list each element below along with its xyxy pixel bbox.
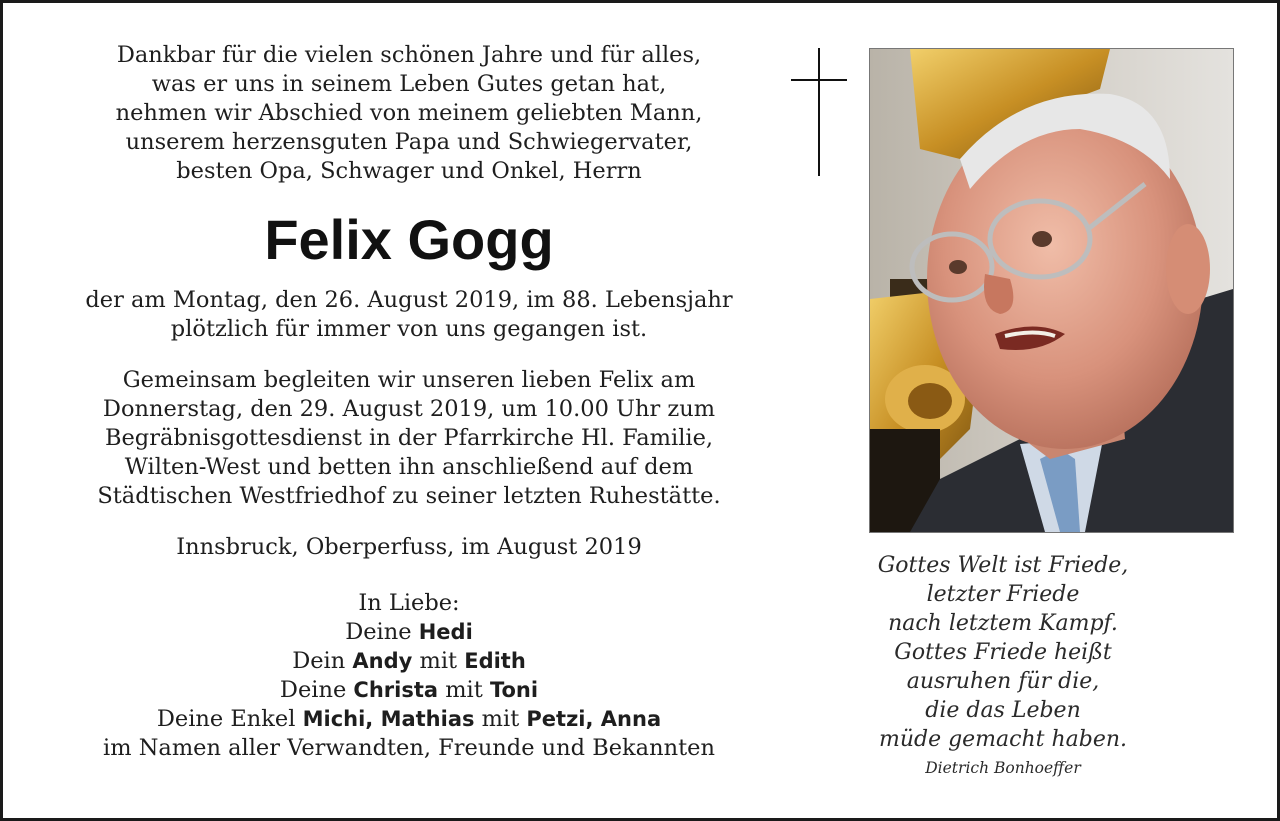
- signature-son: [43, 647, 775, 676]
- signatures: [43, 618, 775, 763]
- signature-name: Petzi, Anna: [526, 707, 662, 731]
- poem-line: nach letztem Kampf.: [888, 611, 1118, 636]
- portrait-photo: [869, 48, 1234, 533]
- signature-daughter: [43, 676, 775, 705]
- poem-line: ausruhen für die,: [906, 669, 1100, 694]
- funeral-line: Wilten-West und betten ihn anschließend auf dem: [124, 454, 694, 480]
- signature-name: Michi, Mathias: [302, 707, 475, 731]
- in-love-heading: In Liebe:: [358, 590, 460, 616]
- intro-line: nehmen wir Abschied von meinem geliebten Mann,: [115, 100, 703, 126]
- signature-text: mit: [412, 648, 465, 674]
- signature-text: Deine: [279, 677, 354, 703]
- signature-text: Deine Enkel: [156, 706, 303, 732]
- funeral-details: [43, 366, 775, 511]
- death-statement: [43, 286, 775, 344]
- poem-line: letzter Friede: [926, 582, 1080, 607]
- signature-name: Christa: [353, 678, 439, 702]
- signature-wife: [43, 618, 775, 647]
- signature-text: mit: [474, 706, 527, 732]
- poem-line: Gottes Welt ist Friede,: [877, 553, 1129, 578]
- poem-line: Gottes Friede heißt: [894, 640, 1112, 665]
- portrait-illustration: [870, 49, 1233, 532]
- place-date: Innsbruck, Oberperfuss, im August 2019: [176, 534, 642, 560]
- intro-line: Dankbar für die vielen schönen Jahre und für alles,: [116, 42, 702, 68]
- intro-line: was er uns in seinem Leben Gutes getan hat,: [151, 71, 667, 97]
- funeral-line: Donnerstag, den 29. August 2019, um 10.00 Uhr zum: [102, 396, 716, 422]
- deceased-name: Felix Gogg: [264, 208, 554, 271]
- signature-name: Andy: [352, 649, 413, 673]
- signature-name: Toni: [489, 678, 539, 702]
- signature-grandchildren: [43, 705, 775, 734]
- intro-line: besten Opa, Schwager und Onkel, Herrn: [176, 158, 642, 184]
- signature-name: Hedi: [418, 620, 473, 644]
- poem-line: die das Leben: [925, 698, 1081, 723]
- signature-name: Edith: [464, 649, 526, 673]
- funeral-line: Begräbnisgottesdienst in der Pfarrkirche Hl. Familie,: [104, 425, 714, 451]
- obituary-text: [43, 41, 775, 763]
- death-line: plötzlich für immer von uns gegangen ist.: [170, 316, 648, 342]
- signature-closing: im Namen aller Verwandten, Freunde und Bekannten: [103, 735, 715, 761]
- poem-line: müde gemacht haben.: [878, 727, 1128, 752]
- intro-text: [43, 41, 775, 186]
- intro-line: unserem herzensguten Papa und Schwiegervater,: [125, 129, 693, 155]
- signature-text: mit: [438, 677, 490, 703]
- signature-text: Dein: [292, 648, 353, 674]
- funeral-line: Gemeinsam begleiten wir unseren lieben Felix am: [122, 367, 696, 393]
- death-line: der am Montag, den 26. August 2019, im 88. Lebensjahr: [85, 287, 733, 313]
- poem-author: Dietrich Bonhoeffer: [925, 759, 1081, 777]
- poem: [785, 551, 1221, 782]
- funeral-line: Städtischen Westfriedhof zu seiner letzten Ruhestätte.: [97, 483, 721, 509]
- cross-icon: [791, 48, 847, 176]
- signature-text: Deine: [345, 619, 419, 645]
